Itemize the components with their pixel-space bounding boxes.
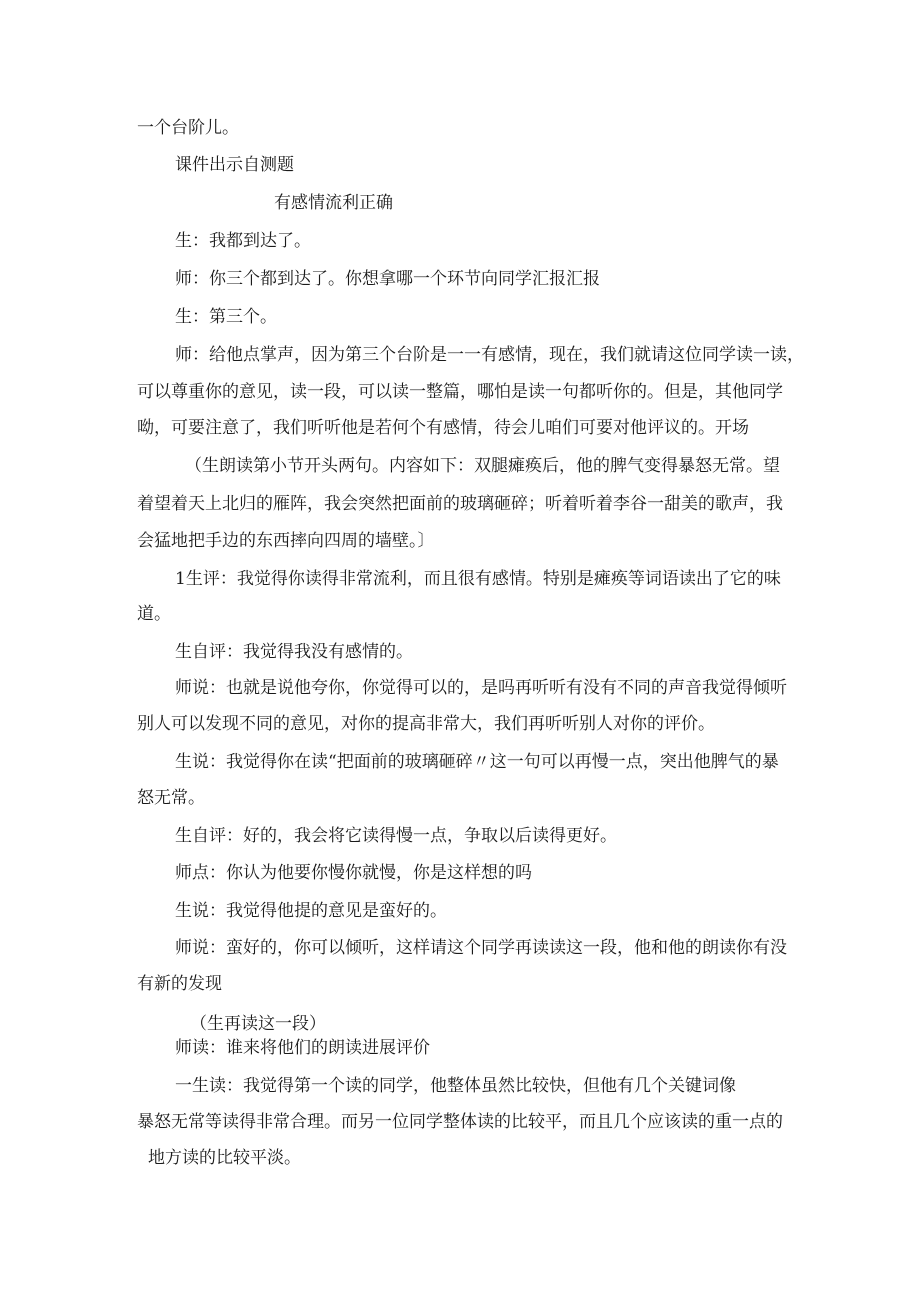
text-line: 生说：我觉得你在读“把面前的玻璃砸碎〃这一句可以再慢一点，突出他脾气的暴 (175, 752, 779, 772)
text-line: 道。 (137, 604, 171, 624)
text-line: 师：你三个都到达了。你想拿哪一个环节向同学汇报汇报 (175, 269, 600, 289)
text-line: 呦，可要注意了，我们听听他是若何个有感情，待会儿咱们可要对他评议的。开场 (137, 418, 749, 438)
text-line: 一个台阶儿。 (137, 118, 239, 138)
text-line: 可以尊重你的意见，读一段，可以读一整篇，哪怕是读一句都听你的。但是，其他同学 (137, 382, 783, 402)
text-line: 师：给他点掌声，因为第三个台阶是一一有感情，现在，我们就请这位同学读一读， (175, 345, 804, 365)
text-line: 师点：你认为他要你慢你就慢，你是这样想的吗 (175, 863, 532, 883)
text-line: （生朗读第小节开头两句。内容如下：双腿瘫痪后，他的脾气变得暴怒无常。望 (185, 456, 780, 476)
text-line: 着望着天上北归的雁阵，我会突然把面前的玻璃砸碎；听着听着李谷一甜美的歌声，我 (137, 494, 783, 514)
text-line: 课件出示自测题 (175, 155, 294, 175)
text-line: 生自评：好的，我会将它读得慢一点，争取以后读得更好。 (175, 826, 617, 846)
text-line: 师读：谁来将他们的朗读进展评价 (175, 1038, 430, 1058)
text-line: （生再读这一段） (190, 1014, 326, 1034)
text-line: 生：我都到达了。 (175, 231, 311, 251)
text-line: 一生读：我觉得第一个读的同学，他整体虽然比较快，但他有几个关键词像 (175, 1076, 736, 1096)
text-line: 地方读的比较平淡。 (148, 1148, 301, 1168)
text-line: 别人可以发现不同的意见，对你的提高非常大，我们再听听别人对你的评价。 (137, 714, 715, 734)
text-line: 会猛地把手边的东西摔向四周的墙壁。〕 (137, 531, 435, 551)
text-line: 生自评：我觉得我没有感情的。 (175, 642, 413, 662)
text-line: 生说：我觉得他提的意见是蛮好的。 (175, 901, 447, 921)
text-line: 怒无常。 (137, 788, 205, 808)
text-line: 1生评：我觉得你读得非常流利，而且很有感情。特别是瘫痪等词语读出了它的味 (175, 569, 781, 589)
text-line: 师说：蛮好的，你可以倾听，这样请这个同学再读读这一段，他和他的朗读你有没 (175, 938, 787, 958)
text-line: 有感情流利正确 (274, 193, 393, 213)
text-line: 生：第三个。 (175, 307, 277, 327)
text-line: 暴怒无常等读得非常合理。而另一位同学整体读的比较平，而且几个应该读的重一点的 (137, 1112, 783, 1132)
text-line: 有新的发现 (137, 974, 222, 994)
text-line: 师说：也就是说他夸你，你觉得可以的，是吗再听听有没有不同的声音我觉得倾听 (175, 678, 787, 698)
